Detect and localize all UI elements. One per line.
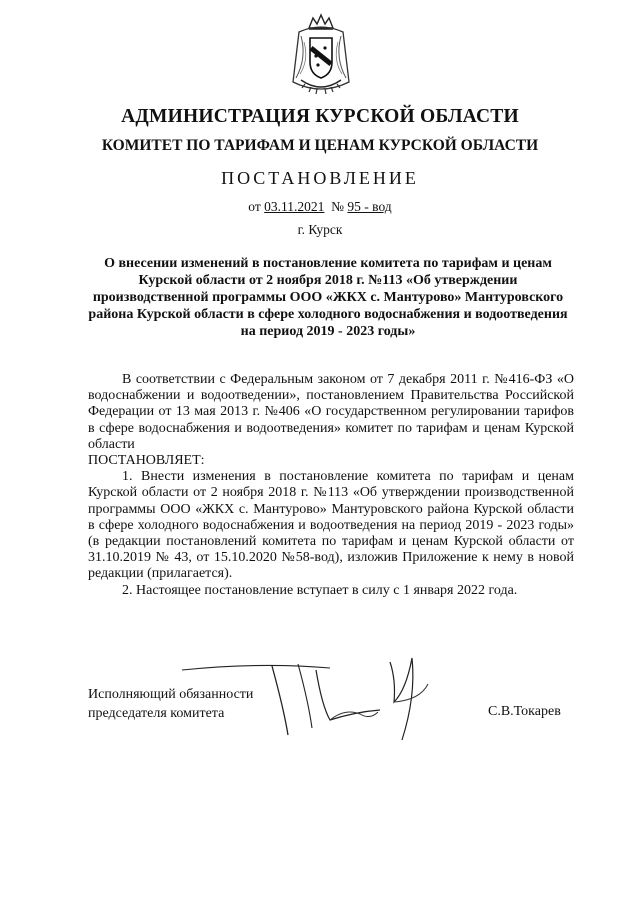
signatory-position [88,685,253,723]
committee-title: КОМИТЕТ ПО ТАРИФАМ И ЦЕНАМ КУРСКОЙ ОБЛАСТИ [101,137,539,154]
document-type: ПОСТАНОВЛЕНИЕ [221,168,419,188]
coat-of-arms-emblem [287,12,355,98]
resolves-heading: ПОСТАНОВЛЯЕТ: [88,453,205,469]
position-line-2: председателя комитета [88,706,225,721]
signatory-name: С.В.Токарев [488,704,561,719]
number-prefix: № [331,199,348,214]
item-1-paragraph: 1. Внести изменения в постановление комитета по тарифам и ценам Курской области от 2 ноября 2018 г. №113 «Об утверждении производственной программы ООО «ЖКХ с. Мантурово» Мантуровского района Курской области в сфере холодного водоснабжения и водоотведения на период 2019 - 2023 годы» (в редакции постановлений комитета по тарифам и ценам Курской области от 31.10.2019 № 43, от 15.10.2020 №58-вод), изложив Приложение к нему в новой редакции (прилагается). [88,469,574,582]
item-2-paragraph: 2. Настоящее постановление вступает в силу с 1 января 2022 года. [122,582,518,598]
document-date: 03.11.2021 [264,199,325,214]
document-number: 95 - вод [347,199,392,214]
organization-title: АДМИНИСТРАЦИЯ КУРСКОЙ ОБЛАСТИ [121,106,519,127]
document-reference [0,199,640,215]
document-body [88,372,574,599]
document-subject: О внесении изменений в постановление комитета по тарифам и ценам Курской области от 2 ноября 2018 г. №113 «Об утверждении производственной программы ООО «ЖКХ с. Мантурово» Мантуровского района Курской области в сфере холодного водоснабжения и водоотведения на период 2019 - 2023 годы» [88,256,568,339]
city: г. Курск [297,222,343,237]
date-prefix: от [248,199,265,214]
position-line-1: Исполняющий обязанности [88,687,254,702]
preamble-paragraph: В соответствии с Федеральным законом от 7 декабря 2011 г. №416-ФЗ «О водоснабжении и водоотведении», постановлением Правительства Российской Федерации от 13 мая 2013 г. №406 «О государственном регулировании тарифов в сфере водоснабжения и водоотведения» комитет по тарифам и ценам Курской области [88,372,574,452]
